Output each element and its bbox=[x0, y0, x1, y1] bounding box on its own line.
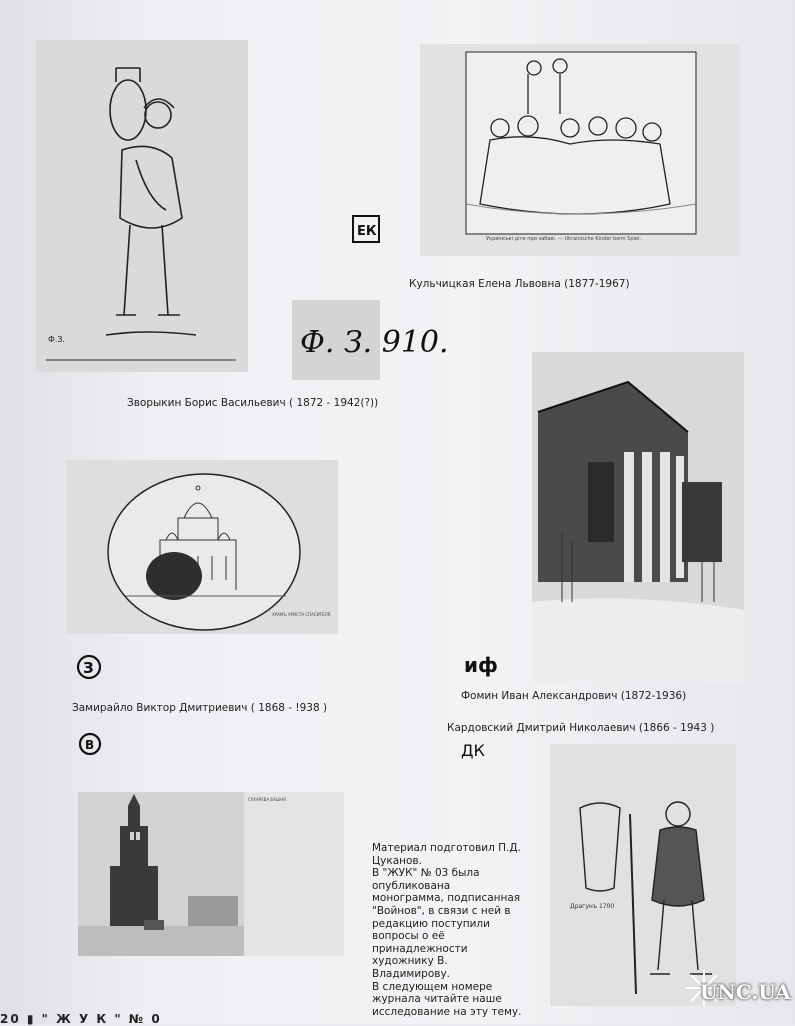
page-footer: 20 ▮ " Ж У К " № 0 bbox=[0, 1012, 162, 1026]
dragoon-caption: Драгунъ 1700 bbox=[570, 903, 615, 910]
monogram-circle-v-text: В bbox=[85, 738, 95, 752]
monogram-kardovsky bbox=[460, 738, 490, 760]
caption-children-illustration: Українські діти при забаві. — Ukrainische Kinder beim Spiel. bbox=[486, 236, 641, 242]
monogram-zamirailo bbox=[76, 654, 102, 680]
illustration-children-playing bbox=[420, 44, 740, 256]
illustration-cathedral bbox=[66, 460, 338, 634]
svg-text:Ф.З.: Ф.З. bbox=[48, 335, 66, 344]
illustration-sukhareva-tower bbox=[78, 792, 244, 956]
note-line-3: В следующем номере журнала читайте наше исследование на эту тему. bbox=[372, 980, 522, 1018]
illustration-classical-building bbox=[532, 352, 744, 682]
note-line-1: Материал подготовил П.Д. Цуканов. bbox=[372, 842, 521, 867]
caption-sukhareva-illustration: СУХАРЕВА БАШНЯ bbox=[248, 797, 286, 802]
caption-cathedral-illustration: ХРАМЪ ХРИСТА СПАСИТЕЛЯ bbox=[272, 612, 331, 617]
monogram-zamirailo-text: З bbox=[83, 659, 94, 677]
monogram-kulchitskaya-text: ЕК bbox=[357, 224, 377, 239]
watermark-text: UNC.UA bbox=[700, 980, 791, 1004]
editorial-note bbox=[372, 842, 522, 1018]
monogram-kulchitskaya bbox=[351, 214, 381, 244]
caption-kulchitskaya: Кульчицкая Елена Львовна (1877-1967) bbox=[409, 278, 630, 290]
caption-zamirailo: Замирайло Виктор Дмитриевич ( 1868 - !938 ) bbox=[72, 702, 328, 714]
illustration-dragoon bbox=[550, 744, 736, 1006]
monogram-kardovsky-text: ДК bbox=[461, 741, 485, 760]
illustration-sukhareva-margin bbox=[244, 792, 344, 956]
monogram-zvorykin-text: Ф. З. 910. bbox=[300, 325, 449, 360]
monogram-fomin-text: иф bbox=[464, 653, 498, 677]
illustration-boy-with-jug bbox=[36, 40, 248, 372]
monogram-zvorykin bbox=[292, 300, 449, 380]
caption-zvorykin: Зворыкин Борис Васильевич ( 1872 - 1942(?)) bbox=[127, 397, 379, 409]
monogram-fomin bbox=[462, 652, 502, 678]
monogram-circle-v bbox=[78, 732, 102, 756]
caption-kardovsky: Кардовский Дмитрий Николаевич (1866 - 1943 ) bbox=[447, 722, 715, 734]
caption-fomin: Фомин Иван Александрович (1872-1936) bbox=[461, 690, 687, 702]
note-line-2: В "ЖУК" № 03 была опубликована монограмма, подписанная "Войнов", в связи с ней в редакцию поступили вопросы о её принадлежности художнику В. Владимирову. bbox=[372, 867, 521, 980]
